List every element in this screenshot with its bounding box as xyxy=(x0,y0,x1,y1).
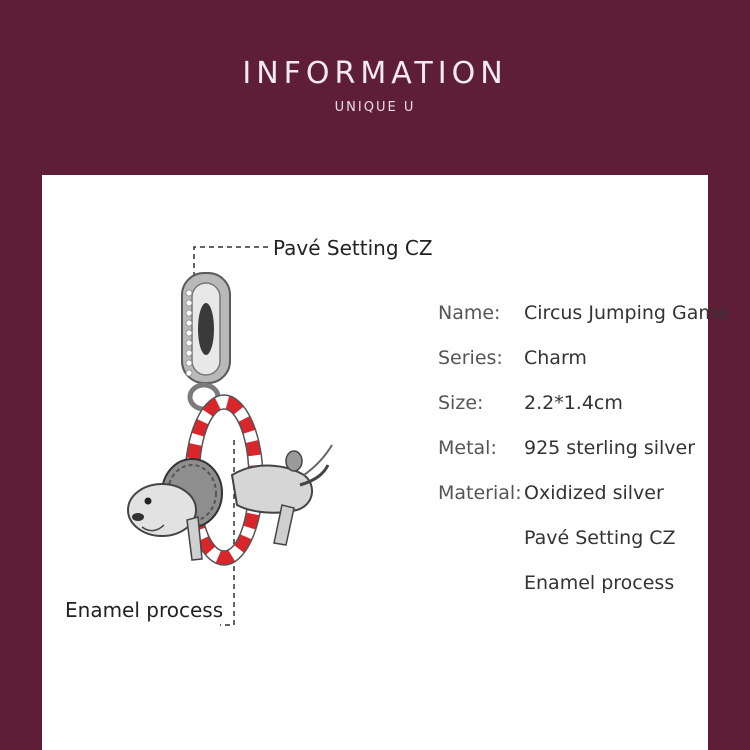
pave-bail xyxy=(182,273,230,383)
spec-value-size: 2.2*1.4cm xyxy=(524,392,623,414)
spec-value-name: Circus Jumping Game xyxy=(524,302,729,324)
spec-label-series: Series: xyxy=(438,347,503,369)
product-info-panel xyxy=(42,175,729,750)
spec-label-material: Material: xyxy=(438,482,522,504)
spec-value-material-3: Enamel process xyxy=(524,572,675,594)
page-title: INFORMATION xyxy=(242,56,508,91)
spec-label-name: Name: xyxy=(438,302,501,324)
spec-value-series: Charm xyxy=(524,347,587,369)
charm-product-image xyxy=(42,175,708,750)
spec-value-material-2: Pavé Setting CZ xyxy=(524,527,676,549)
page-subtitle: UNIQUE U xyxy=(334,100,416,115)
lion-figure xyxy=(128,445,332,560)
spec-value-material: Oxidized silver xyxy=(524,482,664,504)
callout-pave-setting: Pavé Setting CZ xyxy=(273,236,433,260)
spec-value-metal: 925 sterling silver xyxy=(524,437,696,459)
header-banner xyxy=(0,0,750,175)
spec-label-metal: Metal: xyxy=(438,437,497,459)
spec-label-size: Size: xyxy=(438,392,484,414)
callout-enamel-process: Enamel process xyxy=(65,598,224,622)
